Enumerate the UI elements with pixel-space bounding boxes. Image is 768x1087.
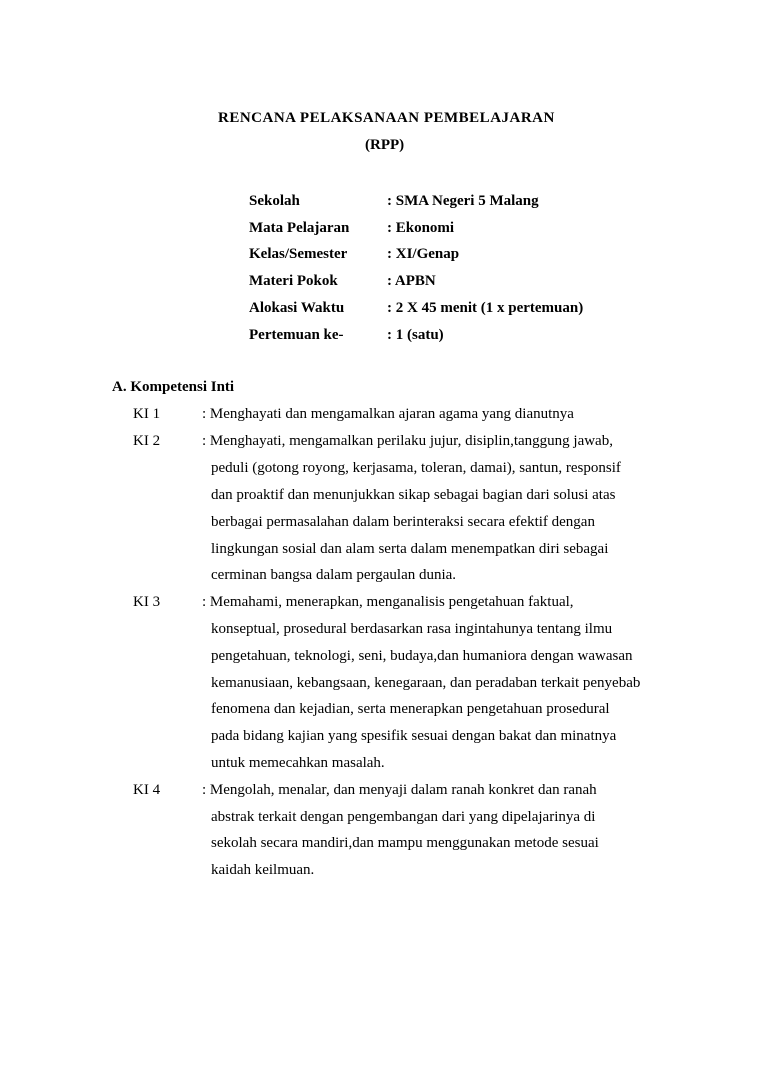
info-value-sekolah: : SMA Negeri 5 Malang xyxy=(387,193,539,209)
document-title-text: RENCANA PELAKSANAAN PEMBELAJARAN xyxy=(218,110,555,126)
info-label-sekolah: Sekolah xyxy=(249,193,300,209)
ki-2-line: peduli (gotong royong, kerjasama, toleran, damai), santun, responsif xyxy=(211,460,621,476)
ki-2-line: lingkungan sosial dan alam serta dalam menempatkan diri sebagai xyxy=(211,541,609,557)
ki-4-line: sekolah secara mandiri,dan mampu menggunakan metode sesuai xyxy=(211,835,599,851)
info-value-alokasi-waktu: : 2 X 45 menit (1 x pertemuan) xyxy=(387,300,584,316)
ki-3-line: kemanusiaan, kebangsaan, kenegaraan, dan peradaban terkait penyebab xyxy=(211,675,641,691)
ki-3-line: : Memahami, menerapkan, menganalisis pengetahuan faktual, xyxy=(202,594,574,610)
ki-1-label: KI 1 xyxy=(133,406,161,422)
ki-3-label: KI 3 xyxy=(133,594,161,610)
info-value-pertemuan: : 1 (satu) xyxy=(387,327,444,343)
info-value-kelas-semester: : XI/Genap xyxy=(387,246,460,262)
ki-3-line: fenomena dan kejadian, serta menerapkan pengetahuan prosedural xyxy=(211,701,610,717)
info-label-mata-pelajaran: Mata Pelajaran xyxy=(249,220,350,236)
ki-1-line: : Menghayati dan mengamalkan ajaran agama yang dianutnya xyxy=(202,406,574,422)
info-label-alokasi-waktu: Alokasi Waktu xyxy=(249,300,345,316)
ki-2-line: dan proaktif dan menunjukkan sikap sebagai bagian dari solusi atas xyxy=(211,487,616,503)
ki-4-line: abstrak terkait dengan pengembangan dari yang dipelajarinya di xyxy=(211,809,596,825)
info-value-materi-pokok: : APBN xyxy=(387,273,436,289)
ki-3-line: pada bidang kajian yang spesifik sesuai dengan bakat dan minatnya xyxy=(211,728,617,744)
ki-2-line: berbagai permasalahan dalam berinteraksi secara efektif dengan xyxy=(211,514,595,530)
ki-3-line: pengetahuan, teknologi, seni, budaya,dan humaniora dengan wawasan xyxy=(211,648,633,664)
ki-3-line: konseptual, prosedural berdasarkan rasa ingintahunya tentang ilmu xyxy=(211,621,613,637)
info-label-pertemuan: Pertemuan ke- xyxy=(249,327,344,343)
ki-3-line: untuk memecahkan masalah. xyxy=(211,755,385,771)
info-value-mata-pelajaran: : Ekonomi xyxy=(387,220,455,236)
info-label-kelas-semester: Kelas/Semester xyxy=(249,246,348,262)
ki-4-line: kaidah keilmuan. xyxy=(211,862,315,878)
ki-2-line: cerminan bangsa dalam pergaulan dunia. xyxy=(211,567,457,583)
section-heading-kompetensi-inti: A. Kompetensi Inti xyxy=(112,379,235,395)
info-label-materi-pokok: Materi Pokok xyxy=(249,273,338,289)
document-subtitle: (RPP) xyxy=(365,137,405,153)
ki-2-line: : Menghayati, mengamalkan perilaku jujur, disiplin,tanggung jawab, xyxy=(202,433,613,449)
ki-4-label: KI 4 xyxy=(133,782,161,798)
ki-4-line: : Mengolah, menalar, dan menyaji dalam ranah konkret dan ranah xyxy=(202,782,597,798)
ki-2-label: KI 2 xyxy=(133,433,161,449)
